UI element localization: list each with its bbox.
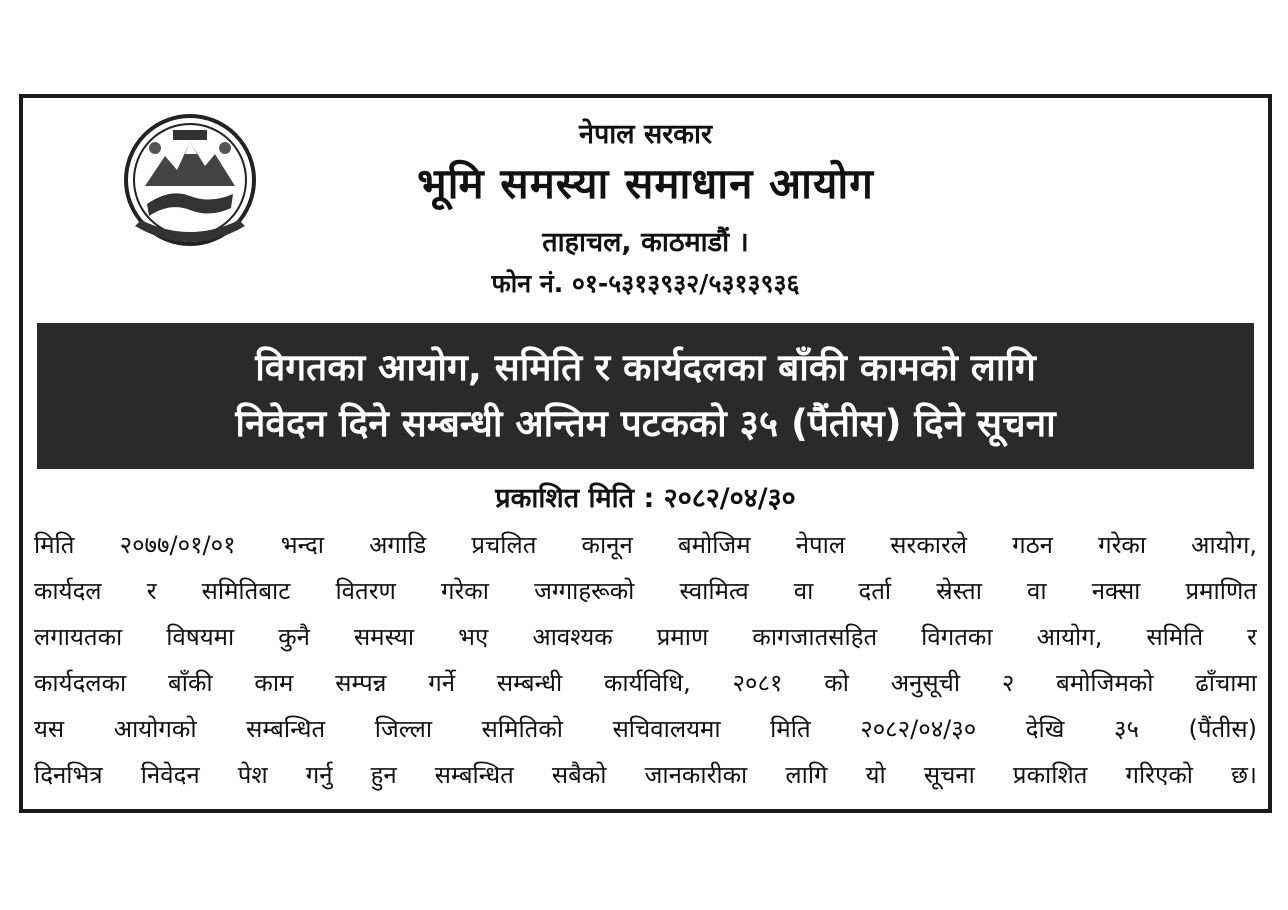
phone-number: फोन नं. ०१-५३१३९३२/५३१३९३६ — [491, 269, 800, 298]
body-line: मिति २०७७/०१/०१ भन्दा अगाडि प्रचलित कानून बमोजिम नेपाल सरकारले गठन गरेका आयोग, — [34, 531, 1257, 559]
notice-title-line-2: निवेदन दिने सम्बन्धी अन्तिम पटकको ३५ (पैंतीस) दिने सूचना — [235, 402, 1056, 445]
body-line: कार्यदल र समितिबाट वितरण गरेका जग्गाहरूको स्वामित्व वा दर्ता स्रेस्ता वा नक्सा प्रमाणित — [34, 577, 1257, 605]
body-line: दिनभित्र निवेदन पेश गर्नु हुन सम्बन्धित सबैको जानकारीका लागि यो सूचना प्रकाशित गरिएको छ। — [34, 761, 1257, 789]
body-line: यस आयोगको सम्बन्धित जिल्ला समितिको सचिवालयमा मिति २०८२/०४/३० देखि ३५ (पैंतीस) — [34, 715, 1257, 743]
notice-body — [34, 522, 1257, 798]
government-name: नेपाल सरकार — [578, 119, 713, 150]
notice-box — [19, 94, 1272, 813]
published-date: प्रकाशित मिति : २०८२/०४/३० — [495, 483, 796, 514]
notice-title-line-1: विगतका आयोग, समिति र कार्यदलका बाँकी कामको लागि — [255, 346, 1036, 389]
commission-name: भूमि समस्या समाधान आयोग — [417, 159, 874, 208]
body-line: कार्यदलका बाँकी काम सम्पन्न गर्ने सम्बन्धी कार्यविधि, २०८१ को अनुसूची २ बमोजिमको ढाँचामा — [34, 669, 1257, 697]
body-line: लगायतका विषयमा कुनै समस्या भए आवश्यक प्रमाण कागजातसहित विगतका आयोग, समिति र — [34, 623, 1257, 651]
office-address: ताहाचल, काठमाडौं । — [542, 227, 749, 258]
notice-title-band — [37, 323, 1254, 469]
